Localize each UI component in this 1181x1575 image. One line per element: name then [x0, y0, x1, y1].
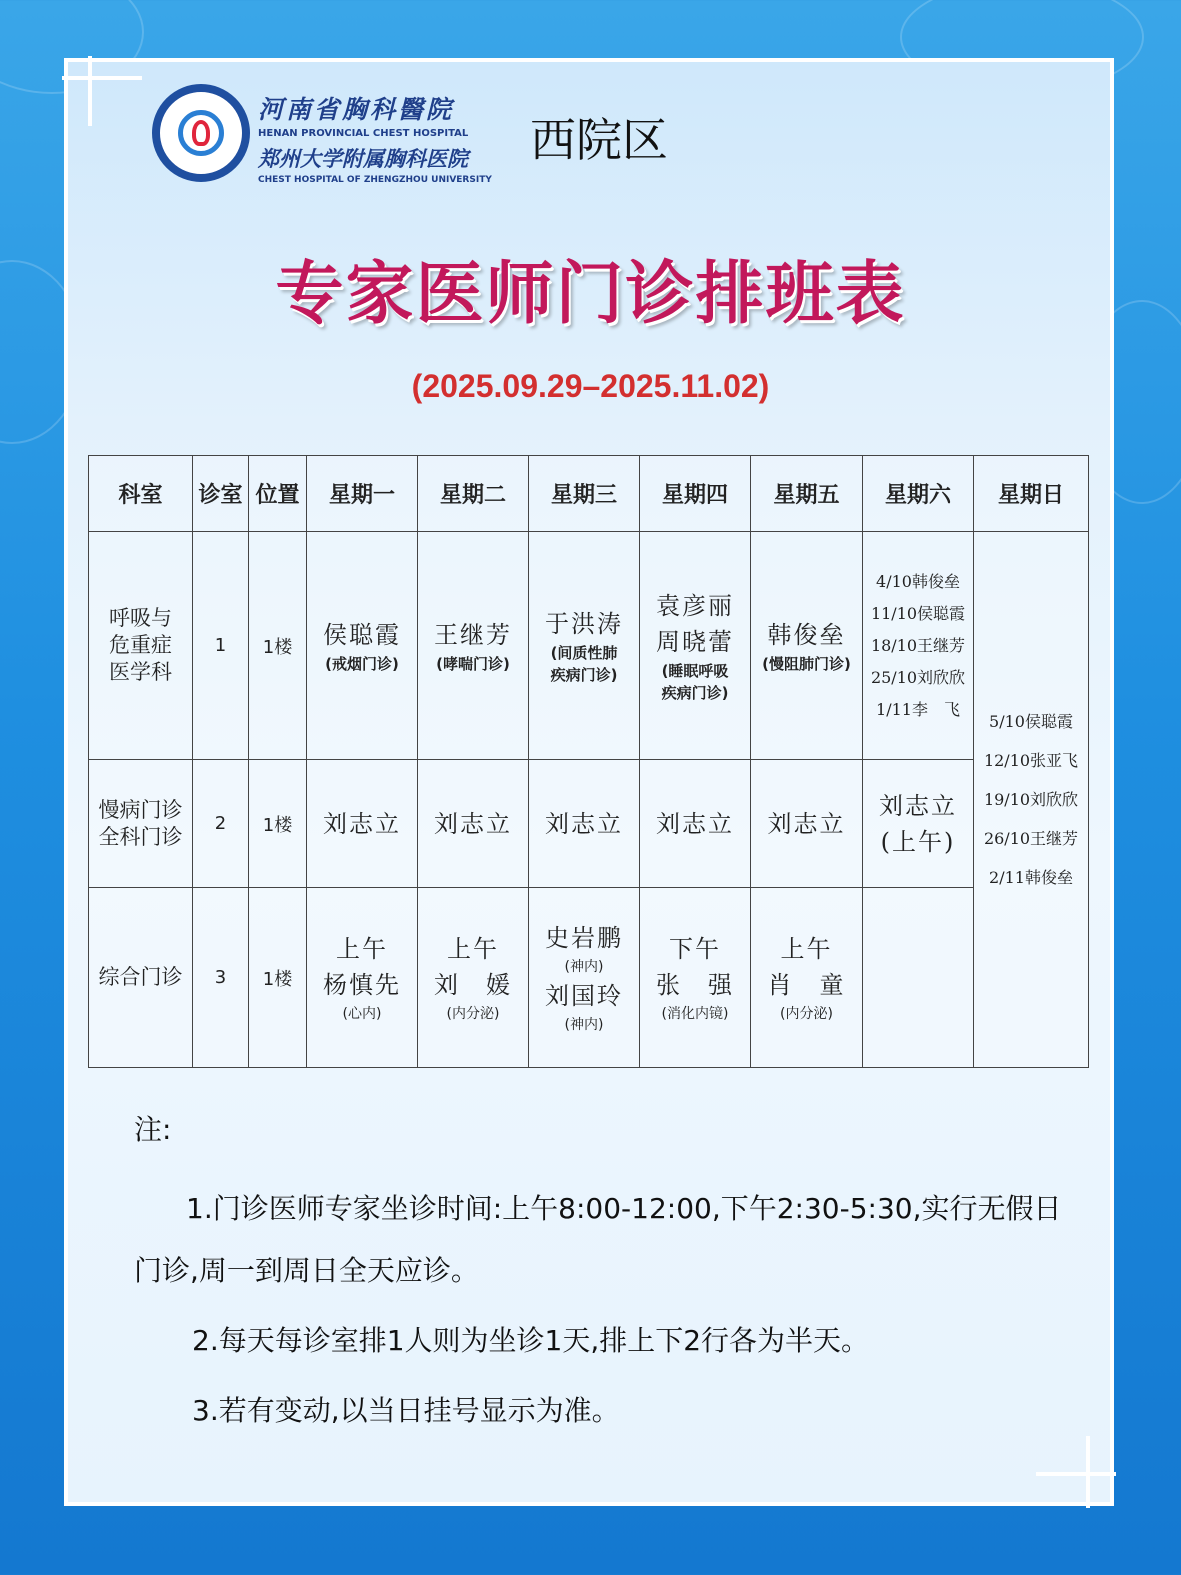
- tuesday-cell: [418, 888, 529, 1068]
- notes-section: [134, 1108, 1074, 1442]
- monday-cell: [307, 532, 418, 760]
- friday-cell: [751, 760, 863, 888]
- header-cell: 科室: [89, 456, 193, 532]
- clinic-note: (戒烟门诊): [325, 654, 399, 673]
- campus-name: 西院区: [530, 113, 668, 167]
- thursday-cell: [640, 532, 751, 760]
- doctor-name: 刘国玲: [545, 981, 623, 1010]
- doctor-name: 肖 童: [767, 970, 846, 999]
- hospital-name-en: HENAN PROVINCIAL CHEST HOSPITAL: [258, 128, 469, 139]
- corner-mark: [62, 76, 142, 80]
- doctor-name: 韩俊垒: [767, 620, 846, 649]
- affiliation-cn: 郑州大学附属胸科医院: [258, 146, 468, 171]
- specialty-note: (内分泌): [446, 1005, 500, 1022]
- rota-entry: 25/10刘欣欣: [870, 667, 966, 687]
- clinic-note: 疾病门诊): [661, 683, 729, 702]
- header-cell: 星期一: [307, 456, 418, 532]
- doctor-name: 周晓蕾: [656, 627, 734, 656]
- table-row: [89, 532, 1089, 760]
- friday-cell: [751, 888, 863, 1068]
- rota-entry: 5/10侯聪霞: [989, 712, 1073, 731]
- doctor-name: 刘志立: [434, 809, 512, 838]
- doctor-name: 刘志立: [767, 809, 846, 838]
- saturday-cell: [863, 888, 974, 1068]
- table-row: [89, 760, 1089, 888]
- saturday-cell: [863, 532, 974, 760]
- header-cell: 星期六: [863, 456, 974, 532]
- doctor-name: 刘志立: [545, 809, 623, 838]
- header-cell: 星期日: [974, 456, 1089, 532]
- corner-mark: [1036, 1472, 1116, 1476]
- clinic-note: (间质性肺: [550, 643, 618, 662]
- hospital-logo: [152, 84, 250, 182]
- doctor-name: 侯聪霞: [323, 620, 401, 649]
- saturday-cell: [863, 760, 974, 888]
- hospital-name-cn: 河南省胸科醫院: [258, 95, 455, 124]
- table-row: [89, 888, 1089, 1068]
- affiliation-en: CHEST HOSPITAL OF ZHENGZHOU UNIVERSITY: [258, 175, 492, 185]
- header-cell: 诊室: [193, 456, 249, 532]
- tuesday-cell: [418, 532, 529, 760]
- rota-entry: 19/10刘欣欣: [983, 790, 1079, 809]
- doctor-name: 刘 媛: [434, 970, 512, 999]
- rota-entry: 2/11韩俊垒: [989, 868, 1073, 887]
- doctor-name: 刘志立: [656, 809, 734, 838]
- wednesday-cell: [529, 532, 640, 760]
- dept-line: 呼吸与: [109, 606, 172, 630]
- note-item: 2.每天每诊室排1人则为坐诊1天,排上下2行各为半天。: [192, 1324, 870, 1357]
- session-time: 下午: [669, 934, 721, 963]
- doctor-name: 刘志立: [879, 791, 957, 820]
- specialty-note: (心内): [342, 1005, 382, 1022]
- wednesday-cell: [529, 888, 640, 1068]
- session-time: 上午: [447, 934, 499, 963]
- session-time: 上午: [780, 934, 833, 963]
- doctor-name: 王继芳: [434, 620, 512, 649]
- notes-heading: 注:: [134, 1113, 172, 1146]
- clinic-note: (哮喘门诊): [436, 654, 510, 673]
- doctor-name: 于洪涛: [545, 609, 623, 638]
- specialty-note: (消化内镜): [661, 1005, 729, 1022]
- doctor-name: 袁彦丽: [656, 591, 734, 620]
- note-item: 3.若有变动,以当日挂号显示为准。: [192, 1394, 620, 1427]
- rota-entry: 1/11李 飞: [876, 699, 960, 719]
- doctor-name: 史岩鹏: [545, 923, 623, 952]
- schedule-table: [88, 455, 1089, 1068]
- floor-cell: 1楼: [249, 760, 307, 888]
- specialty-note: (内分泌): [780, 1005, 833, 1022]
- clinic-note: 疾病门诊): [550, 665, 618, 684]
- room-cell: 1: [193, 532, 249, 760]
- doctor-name: 刘志立: [323, 809, 401, 838]
- doctor-name: 张 强: [656, 970, 734, 999]
- corner-mark: [1086, 1436, 1090, 1508]
- friday-cell: [751, 532, 863, 760]
- header-cell: 星期四: [640, 456, 751, 532]
- wednesday-cell: [529, 760, 640, 888]
- dept-line: 危重症: [109, 633, 172, 657]
- rota-entry: 18/10王继芳: [870, 635, 966, 655]
- dept-line: 医学科: [109, 660, 172, 684]
- monday-cell: [307, 888, 418, 1068]
- page-title: 专家医师门诊排班表: [275, 255, 906, 334]
- tuesday-cell: [418, 760, 529, 888]
- heart-icon: [192, 120, 210, 146]
- header-cell: 位置: [249, 456, 307, 532]
- session-note: (上午): [880, 827, 956, 856]
- header-cell: 星期二: [418, 456, 529, 532]
- rota-entry: 4/10韩俊垒: [876, 571, 960, 591]
- floor-cell: 1楼: [249, 888, 307, 1068]
- specialty-note: (神内): [564, 1016, 604, 1033]
- rota-entry: 11/10侯聪霞: [870, 603, 966, 623]
- clinic-note: (睡眠呼吸: [661, 661, 729, 680]
- rota-entry: 12/10张亚飞: [983, 751, 1079, 770]
- specialty-note: (神内): [564, 958, 604, 975]
- monday-cell: [307, 760, 418, 888]
- dept-cell: [89, 760, 193, 888]
- note-item: 1.门诊医师专家坐诊时间:上午8:00-12:00,下午2:30-5:30,实行无假日门诊,周一到周日全天应诊。: [134, 1192, 1062, 1287]
- floor-cell: 1楼: [249, 532, 307, 760]
- clinic-note: (慢阻肺门诊): [762, 654, 851, 673]
- date-range: (2025.09.29–2025.11.02): [411, 368, 770, 404]
- room-cell: 3: [193, 888, 249, 1068]
- room-cell: 2: [193, 760, 249, 888]
- dept-line: 慢病门诊: [98, 797, 183, 822]
- table-header-row: [89, 456, 1089, 532]
- thursday-cell: [640, 760, 751, 888]
- header-cell: 星期三: [529, 456, 640, 532]
- dept-line: 全科门诊: [98, 824, 183, 849]
- sunday-cell: [974, 532, 1089, 1068]
- corner-mark: [88, 56, 92, 126]
- dept-cell: 综合门诊: [89, 888, 193, 1068]
- dept-cell: [89, 532, 193, 760]
- session-time: 上午: [336, 934, 388, 963]
- hospital-name-block: [258, 90, 492, 185]
- rota-entry: 26/10王继芳: [983, 829, 1079, 848]
- thursday-cell: [640, 888, 751, 1068]
- header-cell: 星期五: [751, 456, 863, 532]
- doctor-name: 杨慎先: [323, 970, 401, 999]
